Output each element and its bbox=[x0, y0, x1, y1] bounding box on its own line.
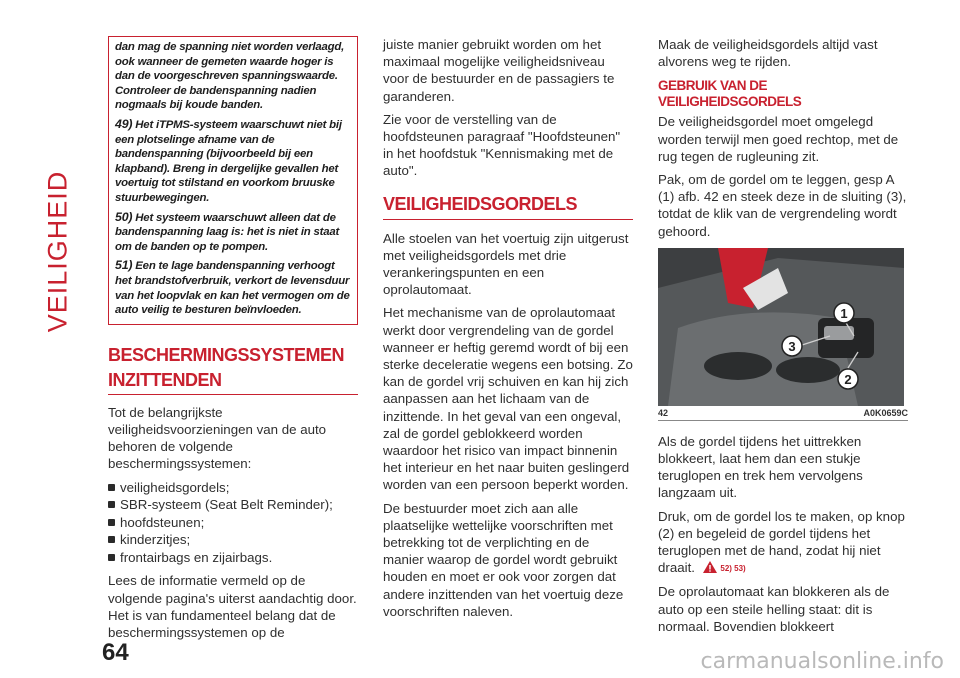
warning-triangle-icon bbox=[703, 560, 717, 577]
list-item: hoofdsteunen; bbox=[108, 514, 358, 532]
paragraph: Druk, om de gordel los te maken, op knop (2) en begeleid de gordel tijdens het teruglopen met de hand, zodat hij niet draait. 52) 53) bbox=[658, 508, 908, 578]
section-title-beschermingssystemen: BESCHERMINGSSYSTEMEN INZITTENDEN bbox=[108, 343, 358, 395]
watermark: carmanualsonline.info bbox=[700, 649, 944, 674]
figure-code: A0K0659C bbox=[863, 407, 908, 418]
paragraph: Alle stoelen van het voertuig zijn uitgerust met veiligheidsgordels met drie verankeringspunten en een oprolautomaat. bbox=[383, 230, 629, 298]
warning-references: 52) 53) bbox=[720, 564, 746, 574]
figure-caption bbox=[658, 408, 908, 421]
paragraph: De veiligheidsgordel moet omgelegd worden terwijl men goed rechtop, met de rug tegen de rugleuning zit. bbox=[658, 114, 899, 164]
column-2 bbox=[383, 36, 633, 626]
chapter-side-label-text: VEILIGHEID bbox=[42, 170, 73, 333]
paragraph: Het mechanisme van de oprolautomaat werkt door vergrendeling van de gordel wanneer er heftig geremd wordt of bij een sterke deceleratie wegens een botsing. Zo kan de gordel vrij schuiven en kan hij zich aanpassen aan het lichaam van de inzittende. In het geval van een ongeval, zal de gordel geblokkeerd worden waardoor het risico van impact binnenin het interieur en het naar buiten geslingerd worden van een persoon beperkt worden. bbox=[383, 305, 633, 493]
list-item: SBR-systeem (Seat Belt Reminder); bbox=[108, 496, 358, 514]
column-1 bbox=[108, 36, 358, 647]
svg-text:1: 1 bbox=[840, 305, 848, 321]
seatbelt-buckle-figure bbox=[658, 248, 904, 406]
callout-2 bbox=[838, 369, 858, 389]
list-item: kinderzitjes; bbox=[108, 531, 358, 549]
paragraph: Tot de belangrijkste veiligheidsvoorzieningen van de auto behoren de volgende beschermingssystemen: bbox=[108, 404, 327, 472]
svg-text:2: 2 bbox=[844, 371, 852, 387]
paragraph: juiste manier gebruikt worden om het maximaal mogelijke veiligheidsniveau voor de bestuurder en de passagiers te garanderen. bbox=[383, 37, 615, 104]
paragraph: Zie voor de verstelling van de hoofdsteunen paragraaf "Hoofdsteunen" in het hoofdstuk "Kennismaking met de auto". bbox=[383, 111, 621, 179]
callout-1 bbox=[834, 303, 854, 323]
paragraph: De oprolautomaat kan blokkeren als de auto op een steile helling staat: dit is normaal. Bovendien blokkeert bbox=[658, 584, 890, 634]
warning-item: 51) Een te lage bandenspanning verhoogt het brandstofverbruik, verkort de levensduur van het loopvlak en kan het vermogen om de auto veilig te besturen beïnvloeden. bbox=[115, 258, 350, 317]
paragraph: Pak, om de gordel om te leggen, gesp A (1) afb. 42 en steek deze in de sluiting (3), totdat de klik van de vergrendeling wordt gehoord. bbox=[658, 172, 907, 239]
warning-item: 49) Het iTPMS-systeem waarschuwt niet bij een plotselinge afname van de bandenspanning (bijvoorbeeld bij een klapband). Breng in dergelijke gevallen het voertuig tot stilstand en voorkom bruuske stuurbewegingen. bbox=[115, 116, 342, 204]
paragraph: Als de gordel tijdens het uittrekken blokkeert, laat hem dan een stukje teruglopen en trek hem vervolgens langzaam uit. bbox=[658, 433, 863, 501]
list-item: frontairbags en zijairbags. bbox=[108, 549, 358, 567]
paragraph: De bestuurder moet zich aan alle plaatselijke wettelijke voorschriften met betrekking tot de verplichting en de manier waarop de gordel wordt gebruikt houden en moet er ook voor zorgen dat andere inzittenden van het voertuig deze voorschriften naleven. bbox=[383, 500, 624, 619]
page-number: 64 bbox=[102, 639, 129, 666]
subsection-title: GEBRUIK VAN DE VEILIGHEIDSGORDELS bbox=[658, 78, 802, 110]
paragraph: Maak de veiligheidsgordels altijd vast alvorens weg te rijden. bbox=[658, 37, 878, 70]
bullet-list bbox=[108, 479, 358, 567]
section-title-veiligheidsgordels: VEILIGHEIDSGORDELS bbox=[383, 192, 633, 220]
warning-box bbox=[108, 36, 358, 325]
warning-item: 50) Het systeem waarschuwt alleen dat de bandenspanning laag is: het is niet in staat om de banden op te pompen. bbox=[115, 209, 340, 253]
svg-text:3: 3 bbox=[788, 338, 796, 354]
callout-3 bbox=[782, 336, 802, 356]
column-3 bbox=[658, 36, 908, 641]
warning-item: dan mag de spanning niet worden verlaagd, ook wanneer de gemeten waarde hoger is dan de voorgeschreven spanningswaarde. Controleer de bandenspanning nadien nogmaals bij koude banden. bbox=[115, 41, 345, 112]
seatbelt-illustration bbox=[658, 248, 904, 406]
paragraph: Lees de informatie vermeld op de volgende pagina's uiterst aandachtig door. Het is van fundamenteel belang dat de beschermingssystemen op de bbox=[108, 573, 357, 641]
figure-number: 42 bbox=[658, 407, 669, 418]
list-item: veiligheidsgordels; bbox=[108, 479, 358, 497]
chapter-side-label bbox=[42, 150, 73, 350]
